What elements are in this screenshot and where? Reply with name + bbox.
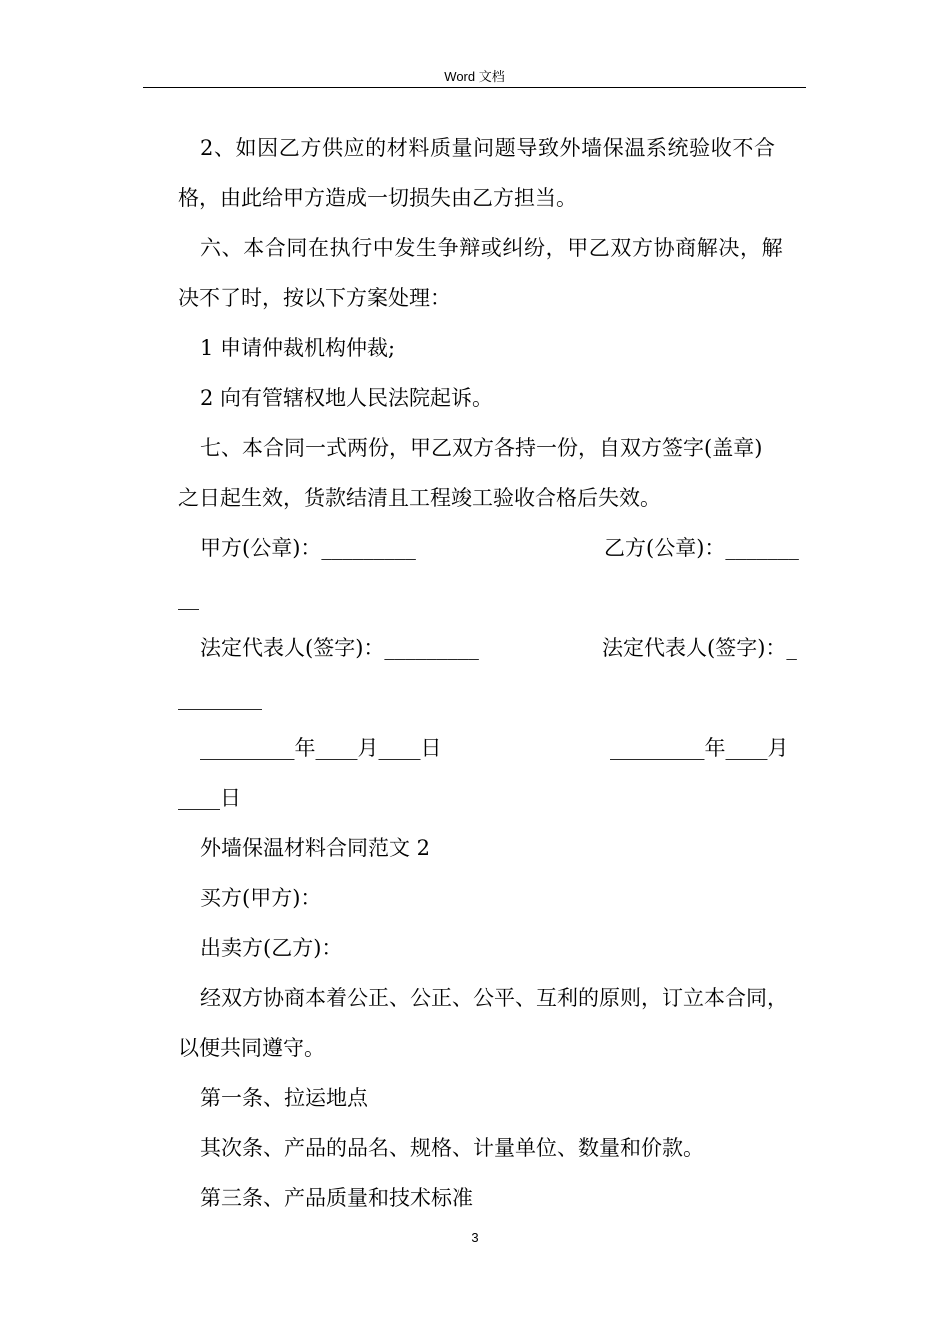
- party-a-date: _________年____月____日: [200, 736, 442, 760]
- paragraph-line: 之日起生效，货款结清且工程竣工验收合格后失效。: [178, 486, 661, 510]
- paragraph-line: 2 向有管辖权地人民法院起诉。: [200, 386, 494, 410]
- seller-line: 出卖方(乙方)：: [200, 936, 343, 960]
- article-heading: 其次条、产品的品名、规格、计量单位、数量和价款。: [200, 1136, 704, 1160]
- paragraph-line: 1 申请仲裁机构仲裁;: [200, 336, 396, 360]
- paragraph-line: 以便共同遵守。: [178, 1036, 325, 1060]
- header-divider: [143, 87, 806, 88]
- party-b-seal: 乙方(公章)：_______: [604, 536, 799, 560]
- party-a-seal: 甲方(公章)：_________: [200, 536, 416, 560]
- party-b-date: _________年____月: [610, 736, 789, 760]
- party-b-seal-continuation: __: [178, 586, 199, 610]
- party-b-date-continuation: ____日: [178, 786, 241, 810]
- buyer-line: 买方(甲方)：: [200, 886, 322, 910]
- section-title: 外墙保温材料合同范文 2: [200, 836, 431, 860]
- party-b-representative-continuation: ________: [178, 686, 262, 710]
- paragraph-line: 七、本合同一式两份，甲乙双方各持一份，自双方签字(盖章): [200, 436, 763, 460]
- page-number: 3: [471, 1230, 479, 1245]
- article-heading: 第一条、拉运地点: [200, 1086, 368, 1110]
- paragraph-line: 2、如因乙方供应的材料质量问题导致外墙保温系统验收不合: [200, 136, 776, 160]
- page-header: Word 文档: [444, 69, 505, 84]
- article-heading: 第三条、产品质量和技术标准: [200, 1186, 473, 1210]
- party-a-representative: 法定代表人(签字)：_________: [200, 636, 479, 660]
- party-b-representative: 法定代表人(签字)：_: [602, 636, 797, 660]
- paragraph-line: 格，由此给甲方造成一切损失由乙方担当。: [178, 186, 577, 210]
- paragraph-line: 六、本合同在执行中发生争辩或纠纷，甲乙双方协商解决，解: [200, 236, 784, 260]
- paragraph-line: 经双方协商本着公正、公正、公平、互利的原则，订立本合同，: [200, 986, 788, 1010]
- paragraph-line: 决不了时，按以下方案处理：: [178, 286, 451, 310]
